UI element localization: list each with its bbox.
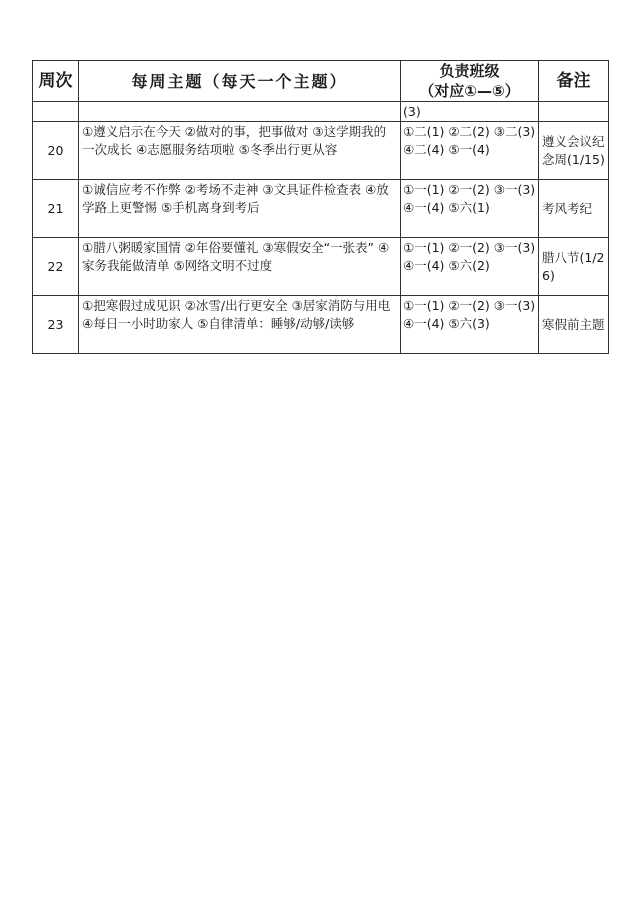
cell-responsible: ①一(1) ②一(2) ③一(3) ④一(4) ⑤六(2): [401, 238, 539, 296]
header-theme: 每周主题（每天一个主题）: [79, 61, 401, 102]
cell-note: 遵义会议纪念周(1/15): [539, 122, 609, 180]
cell-theme: ①腊八粥暖家国情 ②年俗要懂礼 ③寒假安全“一张表” ④家务我能做清单 ⑤网络文明不过度: [79, 238, 401, 296]
cell-responsible: (3): [401, 102, 539, 122]
cell-theme: ①诚信应考不作弊 ②考场不走神 ③文具证件检查表 ④放学路上更警惕 ⑤手机离身到考后: [79, 180, 401, 238]
header-responsible-line2: （对应①—⑤）: [419, 82, 520, 100]
continuation-row: [33, 102, 609, 122]
header-note: 备注: [539, 61, 609, 102]
header-responsible-line1: 负责班级: [439, 62, 500, 80]
header-week: 周次: [33, 61, 79, 102]
cell-week: 22: [33, 238, 79, 296]
cell-note: 考风考纪: [539, 180, 609, 238]
cell-note: 寒假前主题: [539, 296, 609, 354]
cell-responsible: ①二(1) ②二(2) ③二(3) ④二(4) ⑤一(4): [401, 122, 539, 180]
cell-theme: [79, 102, 401, 122]
table-row: [33, 238, 609, 296]
cell-note: 腊八节(1/26): [539, 238, 609, 296]
table-row: [33, 122, 609, 180]
table-row: [33, 180, 609, 238]
cell-theme: ①把寒假过成见识 ②冰雪/出行更安全 ③居家消防与用电 ④每日一小时助家人 ⑤自律清单：睡够/动够/读够: [79, 296, 401, 354]
header-responsible: [401, 61, 539, 102]
cell-theme: ①遵义启示在今天 ②做对的事，把事做对 ③这学期我的一次成长 ④志愿服务结项啦 ⑤冬季出行更从容: [79, 122, 401, 180]
schedule-sheet: [32, 60, 609, 354]
weekly-theme-table: [32, 60, 609, 354]
cell-week: 20: [33, 122, 79, 180]
cell-week: 21: [33, 180, 79, 238]
header-row: [33, 61, 609, 102]
cell-week: [33, 102, 79, 122]
cell-responsible: ①一(1) ②一(2) ③一(3) ④一(4) ⑤六(1): [401, 180, 539, 238]
cell-week: 23: [33, 296, 79, 354]
cell-responsible: ①一(1) ②一(2) ③一(3) ④一(4) ⑤六(3): [401, 296, 539, 354]
cell-note: [539, 102, 609, 122]
table-row: [33, 296, 609, 354]
